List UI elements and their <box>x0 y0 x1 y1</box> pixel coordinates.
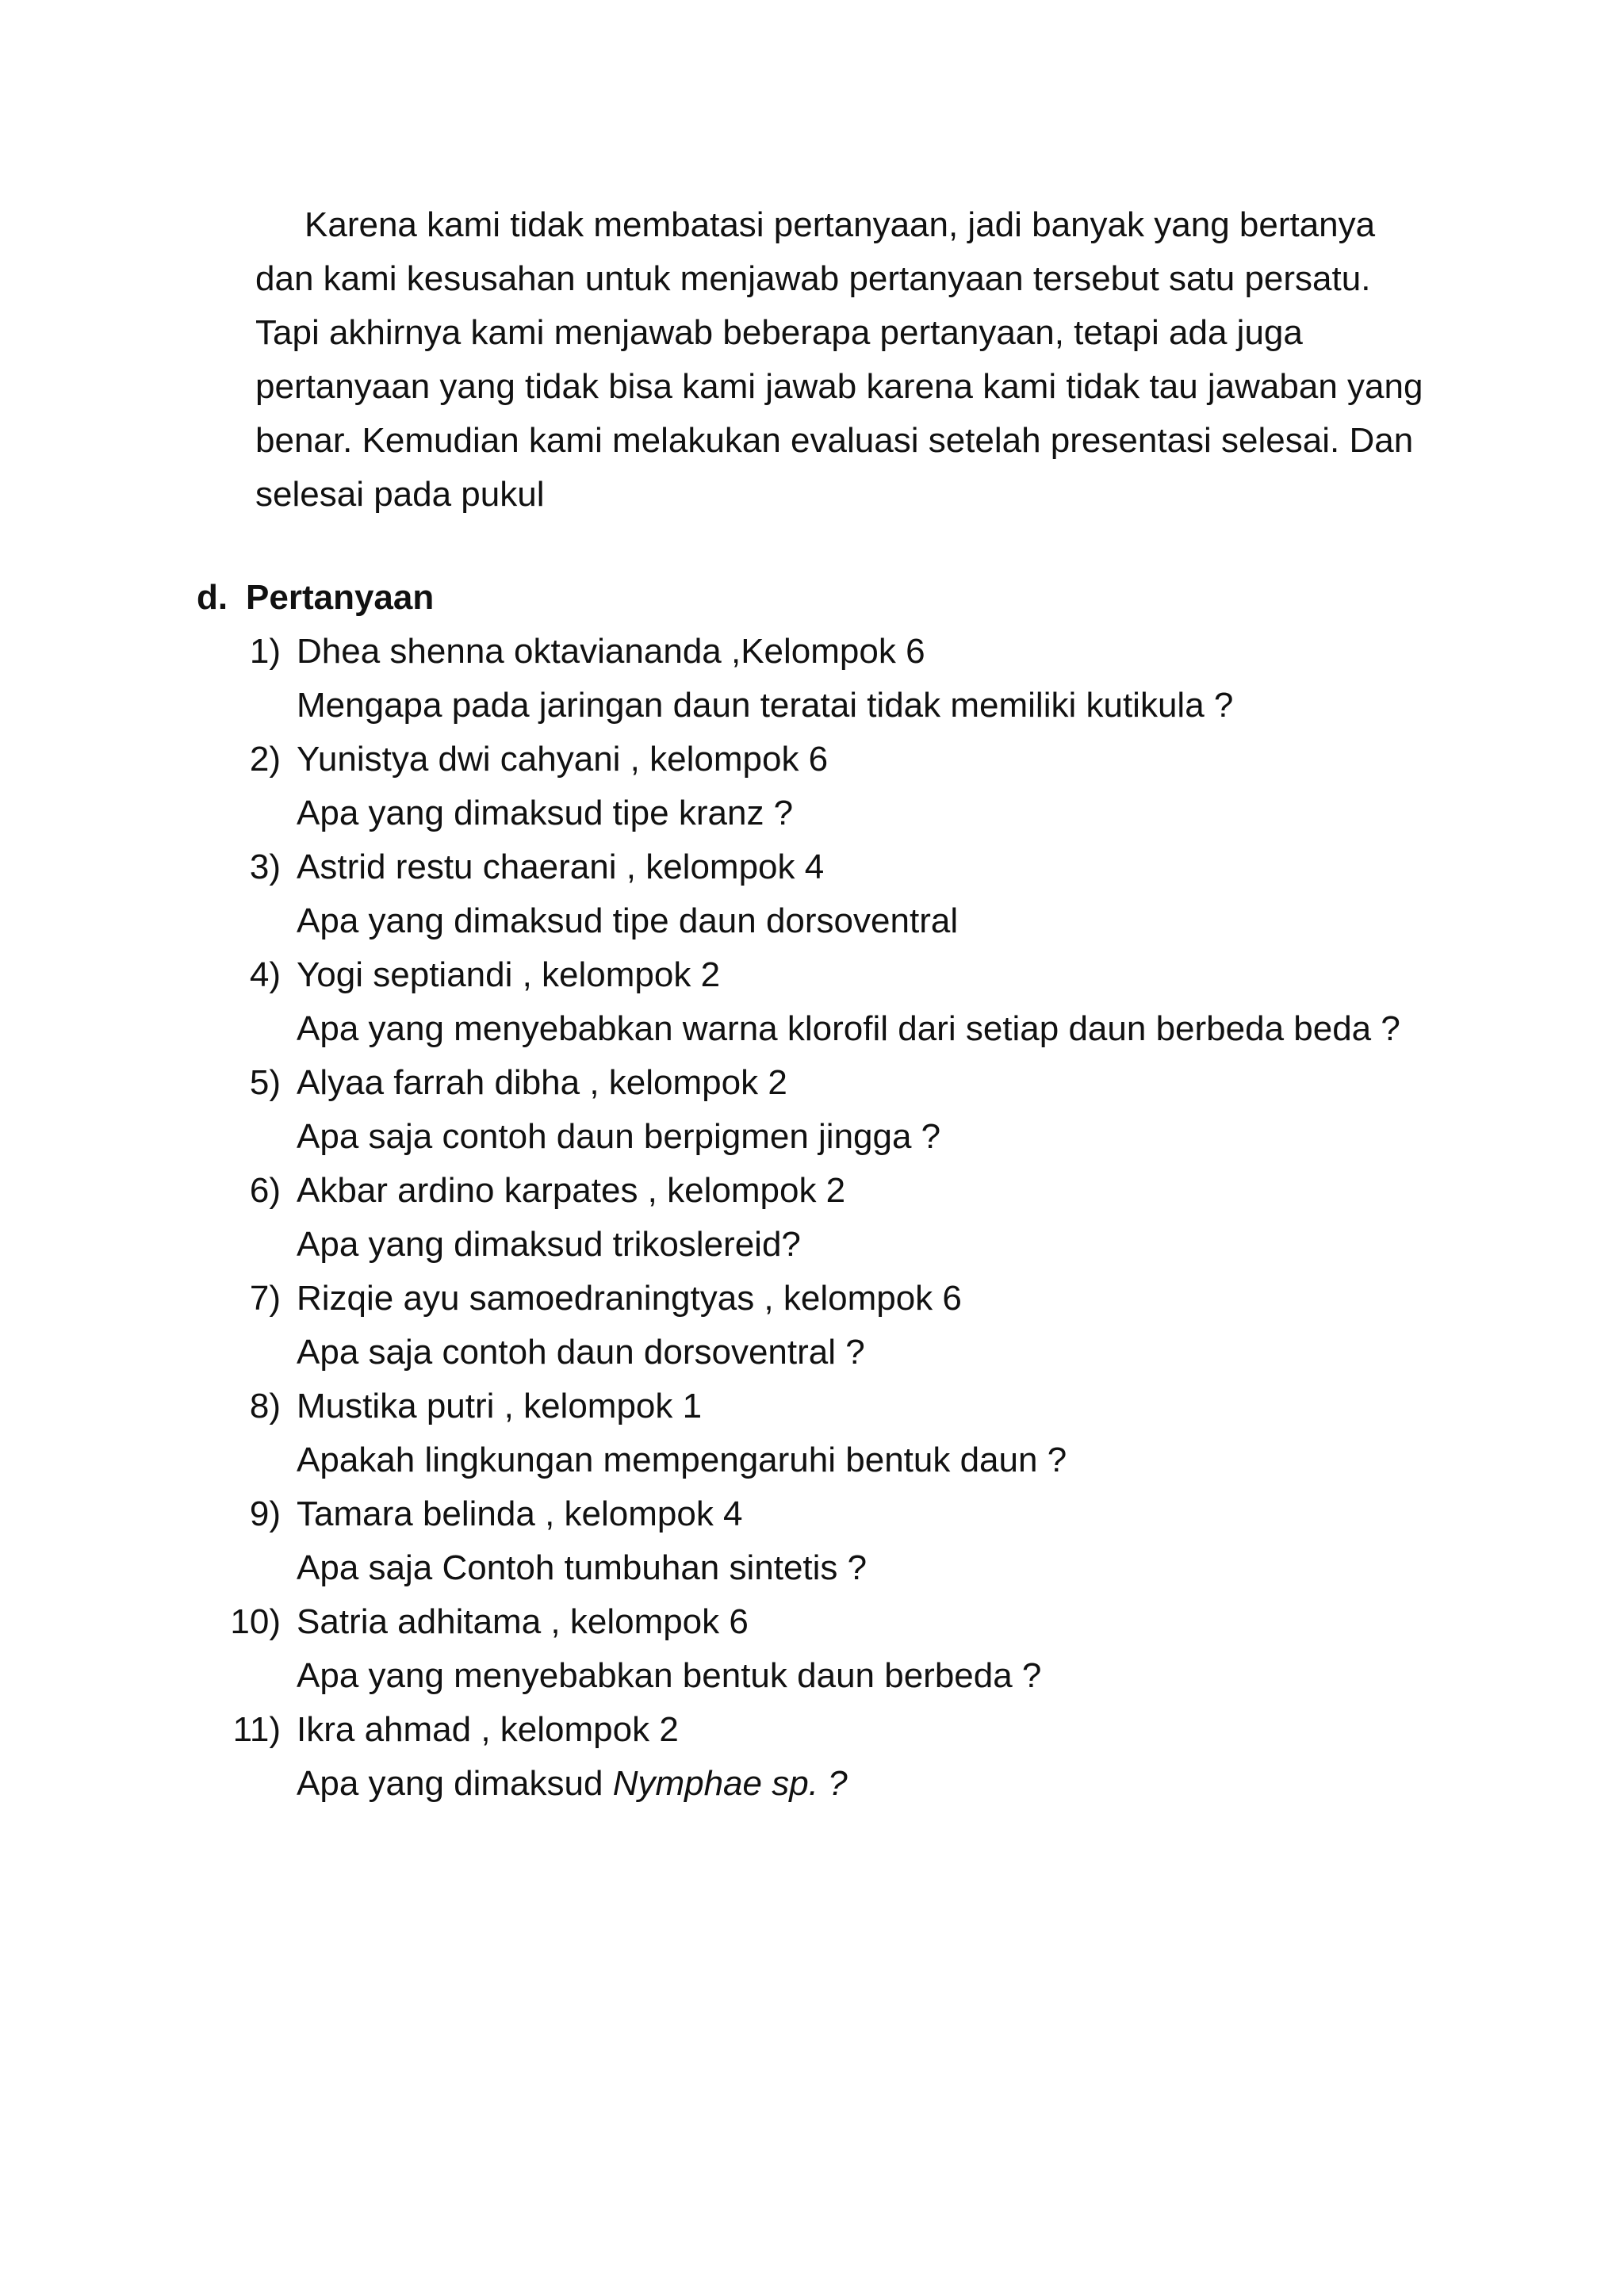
item-number: 10) <box>230 1602 281 1641</box>
asker-name: Astrid restu chaerani , kelompok 4 <box>297 848 825 886</box>
intro-paragraph <box>255 198 1461 522</box>
asker-name: Alyaa farrah dibha , kelompok 2 <box>297 1063 787 1102</box>
asker-name: Yunistya dwi cahyani , kelompok 6 <box>297 740 829 779</box>
list-item <box>230 1380 1499 1487</box>
asker-name: Dhea shenna oktaviananda ,Kelompok 6 <box>297 632 925 671</box>
list-item <box>230 733 1499 840</box>
question-text: Apa yang dimaksud tipe kranz ? <box>297 794 794 832</box>
paragraph-line: selesai pada pukul <box>255 475 545 514</box>
section-heading <box>197 571 434 625</box>
item-number: 6) <box>249 1171 281 1210</box>
list-item <box>230 625 1499 733</box>
list-item <box>230 1703 1499 1811</box>
section-title: Pertanyaan <box>246 578 435 617</box>
item-number: 4) <box>249 955 281 994</box>
item-number: 3) <box>249 848 281 886</box>
item-number: 11) <box>232 1710 281 1749</box>
question-text: Apakah lingkungan mempengaruhi bentuk daun ? <box>297 1441 1067 1479</box>
item-number: 2) <box>249 740 281 779</box>
asker-name: Satria adhitama , kelompok 6 <box>297 1602 749 1641</box>
paragraph-line: dan kami kesusahan untuk menjawab pertanyaan tersebut satu persatu. <box>255 259 1371 298</box>
item-number: 8) <box>249 1387 281 1425</box>
question-text: Apa yang menyebabkan bentuk daun berbeda ? <box>297 1656 1042 1695</box>
asker-name: Akbar ardino karpates , kelompok 2 <box>297 1171 846 1210</box>
species-name: Nymphae sp. ? <box>612 1764 848 1803</box>
question-text <box>297 1757 1499 1811</box>
item-number: 1) <box>249 632 281 671</box>
paragraph-line: Tapi akhirnya kami menjawab beberapa pertanyaan, tetapi ada juga <box>255 313 1303 352</box>
asker-name: Tamara belinda , kelompok 4 <box>297 1494 743 1533</box>
question-list <box>230 625 1499 1811</box>
question-text: Apa saja contoh daun berpigmen jingga ? <box>297 1117 941 1156</box>
asker-name: Mustika putri , kelompok 1 <box>297 1387 703 1425</box>
item-number: 5) <box>249 1063 281 1102</box>
paragraph-line: Karena kami tidak membatasi pertanyaan, jadi banyak yang bertanya <box>304 205 1376 244</box>
question-text: Apa yang menyebabkan warna klorofil dari setiap daun berbeda beda ? <box>297 1009 1400 1048</box>
list-item <box>230 948 1499 1056</box>
asker-name: Ikra ahmad , kelompok 2 <box>297 1710 679 1749</box>
list-item <box>230 1164 1499 1272</box>
paragraph-line: pertanyaan yang tidak bisa kami jawab karena kami tidak tau jawaban yang <box>255 367 1423 406</box>
paragraph-line: benar. Kemudian kami melakukan evaluasi setelah presentasi selesai. Dan <box>255 421 1414 460</box>
list-item <box>230 1272 1499 1380</box>
question-text: Apa saja contoh daun dorsoventral ? <box>297 1333 865 1372</box>
question-text: Mengapa pada jaringan daun teratai tidak memiliki kutikula ? <box>297 686 1234 725</box>
list-item <box>230 840 1499 948</box>
asker-name: Yogi septiandi , kelompok 2 <box>297 955 721 994</box>
question-text: Apa yang dimaksud tipe daun dorsoventral <box>297 901 959 940</box>
question-text-regular: Apa yang dimaksud <box>297 1764 613 1803</box>
asker-name: Rizqie ayu samoedraningtyas , kelompok 6 <box>297 1279 962 1318</box>
question-text: Apa yang dimaksud trikoslereid? <box>297 1225 801 1264</box>
question-text: Apa saja Contoh tumbuhan sintetis ? <box>297 1548 868 1587</box>
item-number: 7) <box>249 1279 281 1318</box>
list-item <box>230 1595 1499 1703</box>
list-item <box>230 1487 1499 1595</box>
item-number: 9) <box>249 1494 281 1533</box>
section-letter: d. <box>197 578 228 617</box>
list-item <box>230 1056 1499 1164</box>
